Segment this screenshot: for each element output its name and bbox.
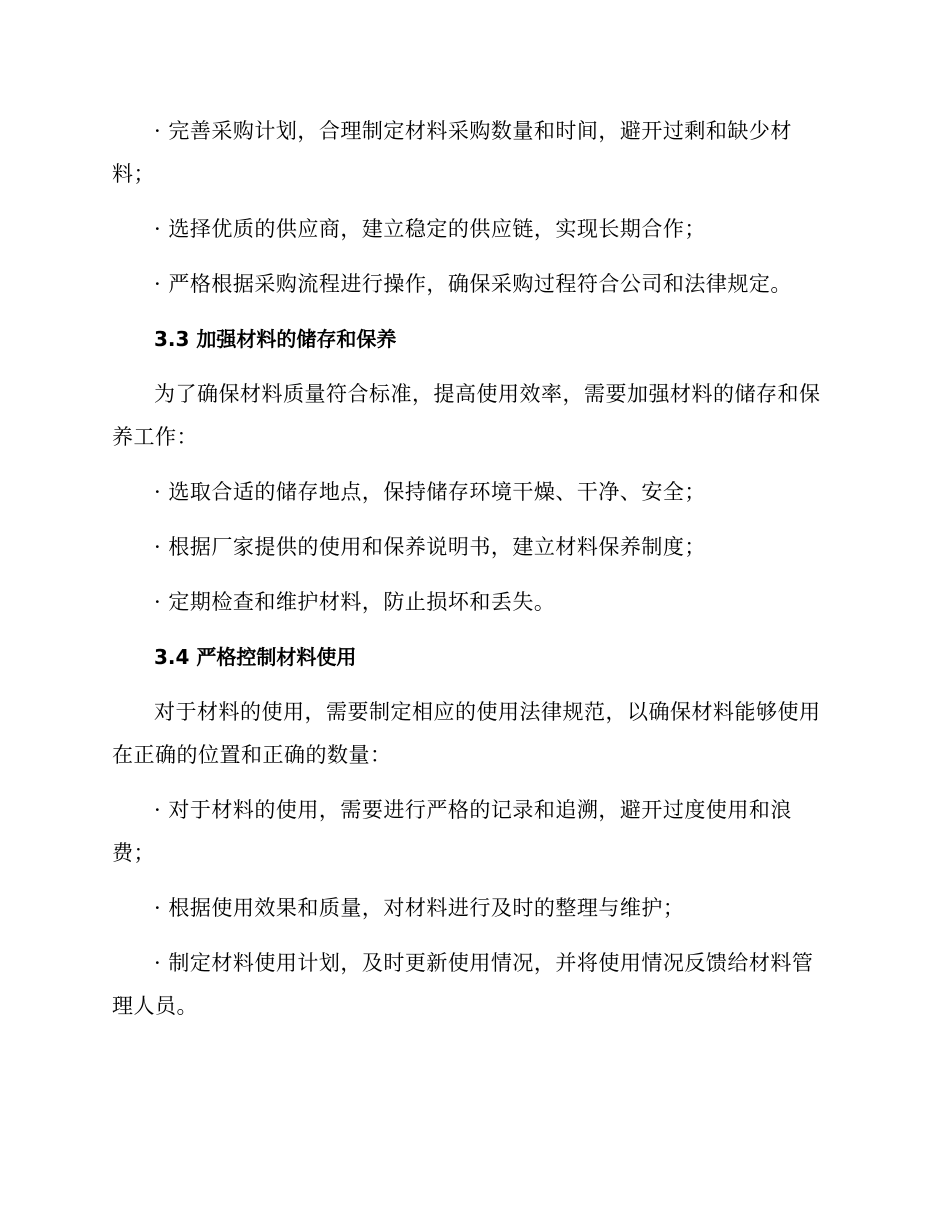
bullet-item: · 选取合适的储存地点，保持储存环境干燥、干净、安全； xyxy=(154,480,706,504)
bullet-item: · 选择优质的供应商，建立稳定的供应链，实现长期合作； xyxy=(154,217,706,241)
bullet-item: · 制定材料使用计划，及时更新使用情况，并将使用情况反馈给材料管理人员。 xyxy=(112,951,814,1018)
document-body xyxy=(112,110,832,1040)
section-heading-3-3: 3.3 加强材料的储存和保养 xyxy=(154,327,397,351)
bullet-item: · 完善采购计划，合理制定材料采购数量和时间，避开过剩和缺少材料； xyxy=(112,119,792,186)
bullet-item: · 根据使用效果和质量，对材料进行及时的整理与维护； xyxy=(154,896,685,920)
section-intro-3-3: 为了确保材料质量符合标准，提高使用效率，需要加强材料的储存和保养工作： xyxy=(112,382,821,449)
bullet-item: · 严格根据采购流程进行操作，确保采购过程符合公司和法律规定。 xyxy=(154,272,792,296)
bullet-item: · 定期检查和维护材料，防止损坏和丢失。 xyxy=(154,590,556,614)
bullet-item: · 对于材料的使用，需要进行严格的记录和追溯，避开过度使用和浪费； xyxy=(112,798,792,865)
section-heading-3-4: 3.4 严格控制材料使用 xyxy=(154,645,357,669)
bullet-item: · 根据厂家提供的使用和保养说明书，建立材料保养制度； xyxy=(154,535,706,559)
section-intro-3-4: 对于材料的使用，需要制定相应的使用法律规范，以确保材料能够使用在正确的位置和正确的数量： xyxy=(112,700,821,767)
